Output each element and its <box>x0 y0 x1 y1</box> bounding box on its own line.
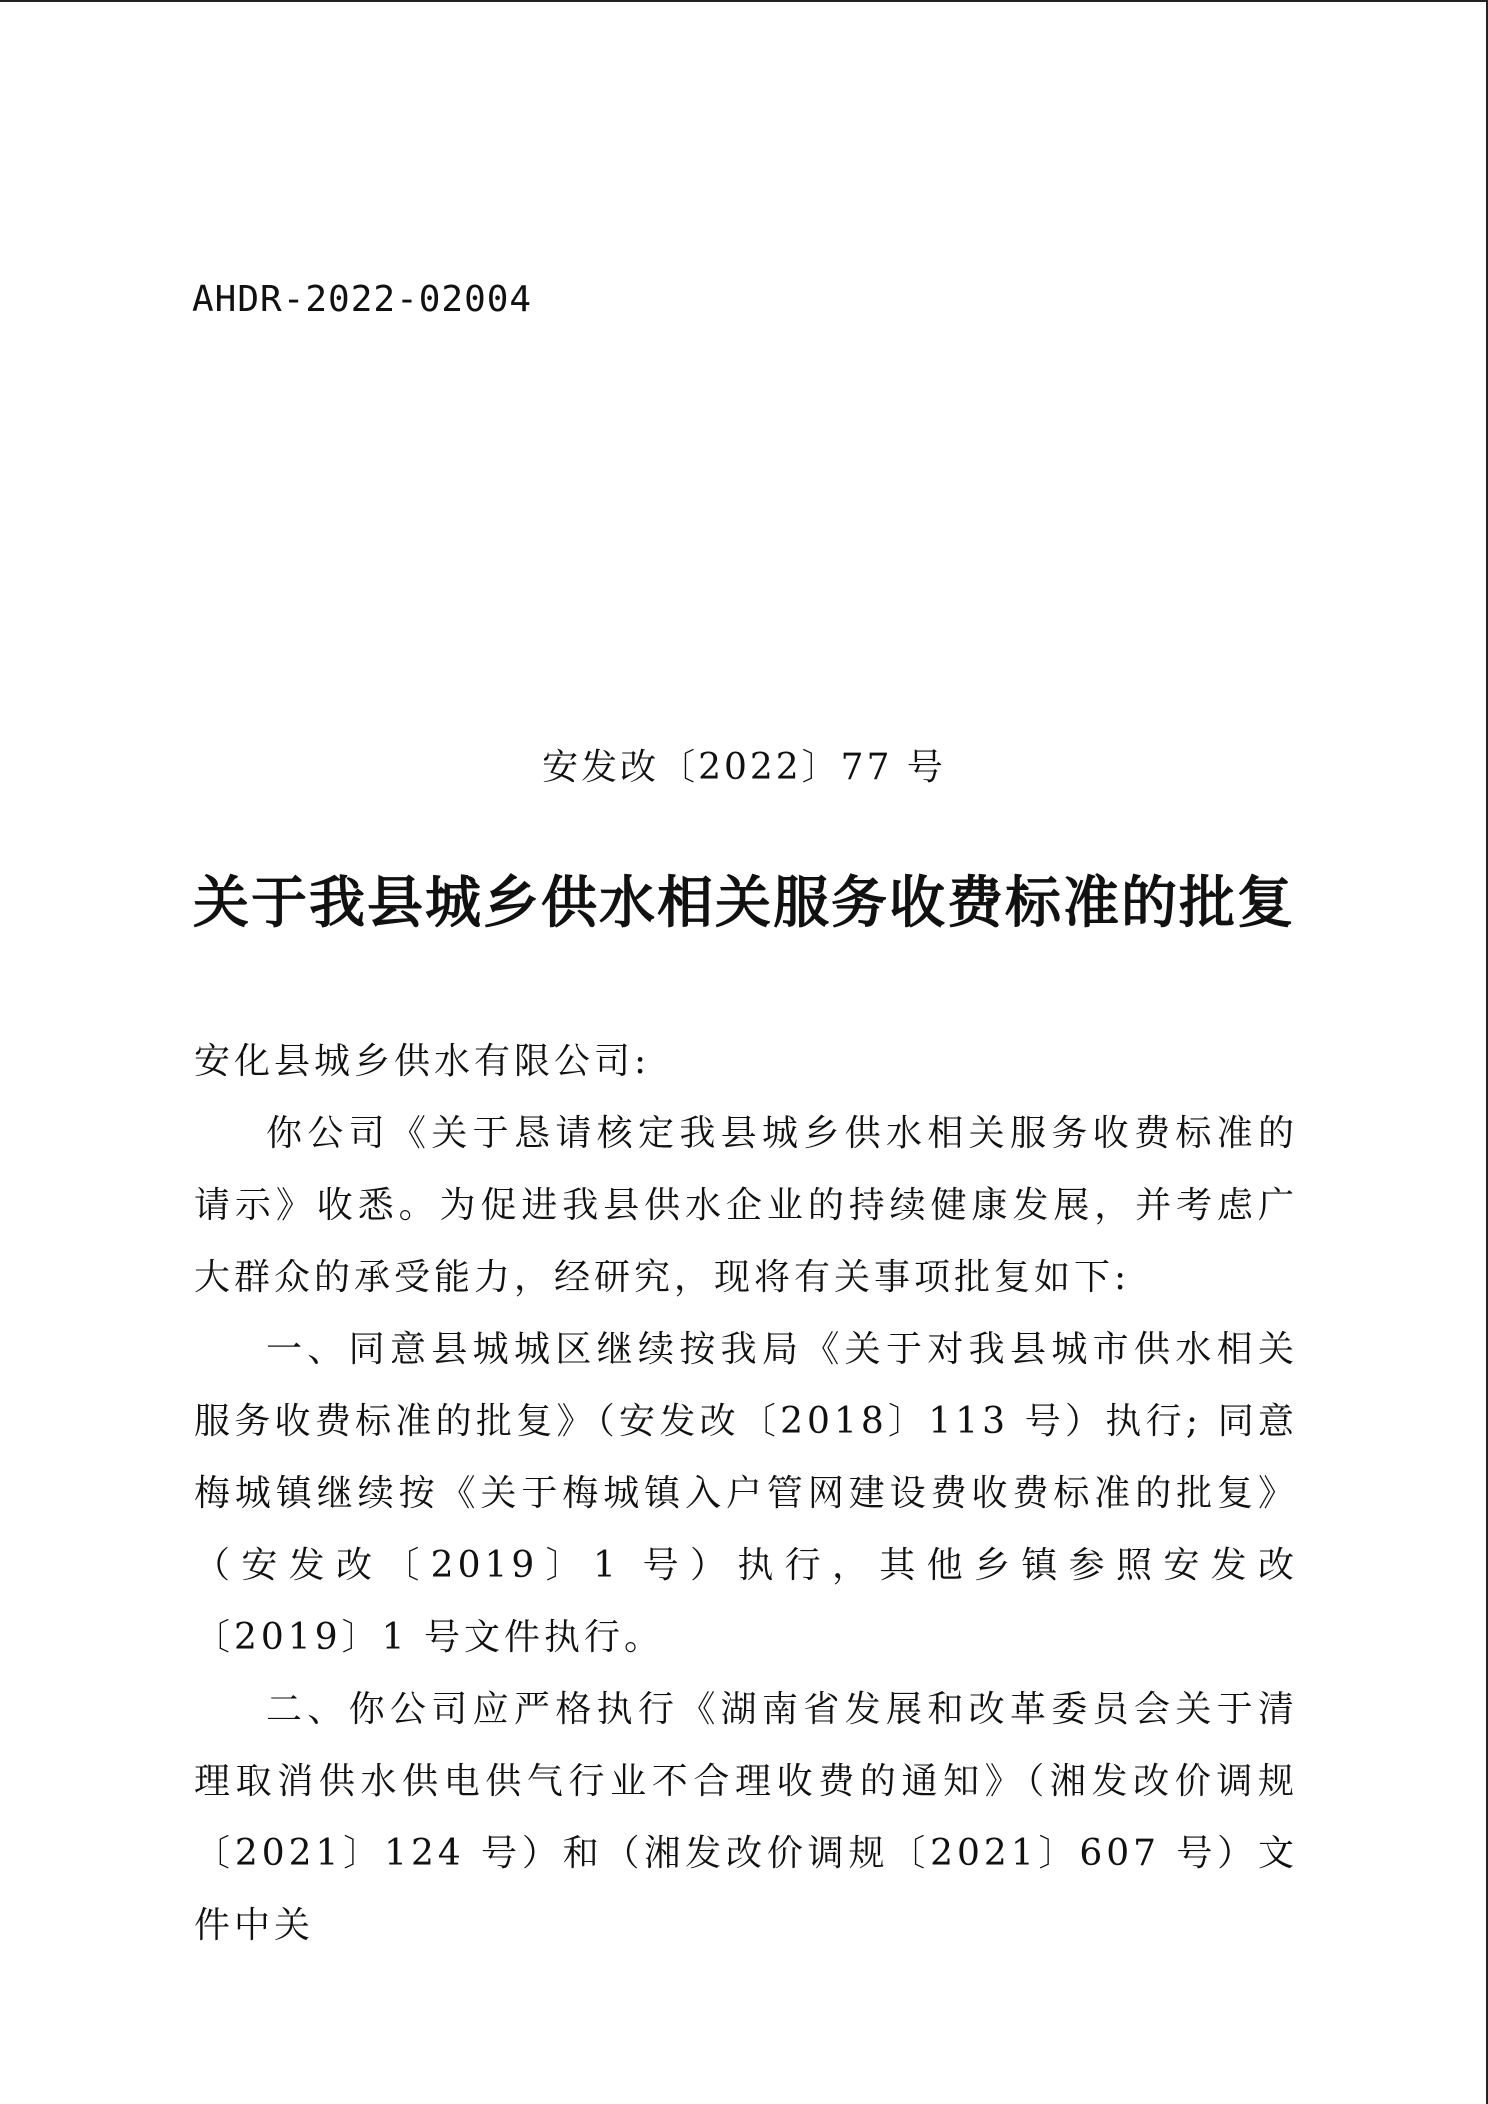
body-paragraph-intro: 你公司《关于恳请核定我县城乡供水相关服务收费标准的请示》收悉。为促进我县供水企业的持续健康发展，并考虑广大群众的承受能力，经研究，现将有关事项批复如下: <box>194 1113 1298 1298</box>
page-border-top <box>0 0 1488 2</box>
document-code: AHDR-2022-02004 <box>192 279 533 320</box>
document-title: 关于我县城乡供水相关服务收费标准的批复 <box>193 870 1295 936</box>
document-body <box>194 1026 1298 1962</box>
salutation: 安化县城乡供水有限公司: <box>194 1041 651 1082</box>
document-number: 安发改〔2022〕77 号 <box>542 747 946 788</box>
body-paragraph-item-1: 一、同意县城城区继续按我局《关于对我县城市供水相关服务收费标准的批复》（安发改〔2018〕113 号）执行; 同意梅城镇继续按《关于梅城镇入户管网建设费收费标准的批复》（安发改〔2019〕1 号）执行，其他乡镇参照安发改〔2019〕1 号文件执行。 <box>194 1329 1298 1658</box>
body-paragraph-item-2: 二、你公司应严格执行《湖南省发展和改革委员会关于清理取消供水供电供气行业不合理收费的通知》（湘发改价调规〔2021〕124 号）和（湘发改价调规〔2021〕607 号）文件中关 <box>194 1689 1298 1946</box>
